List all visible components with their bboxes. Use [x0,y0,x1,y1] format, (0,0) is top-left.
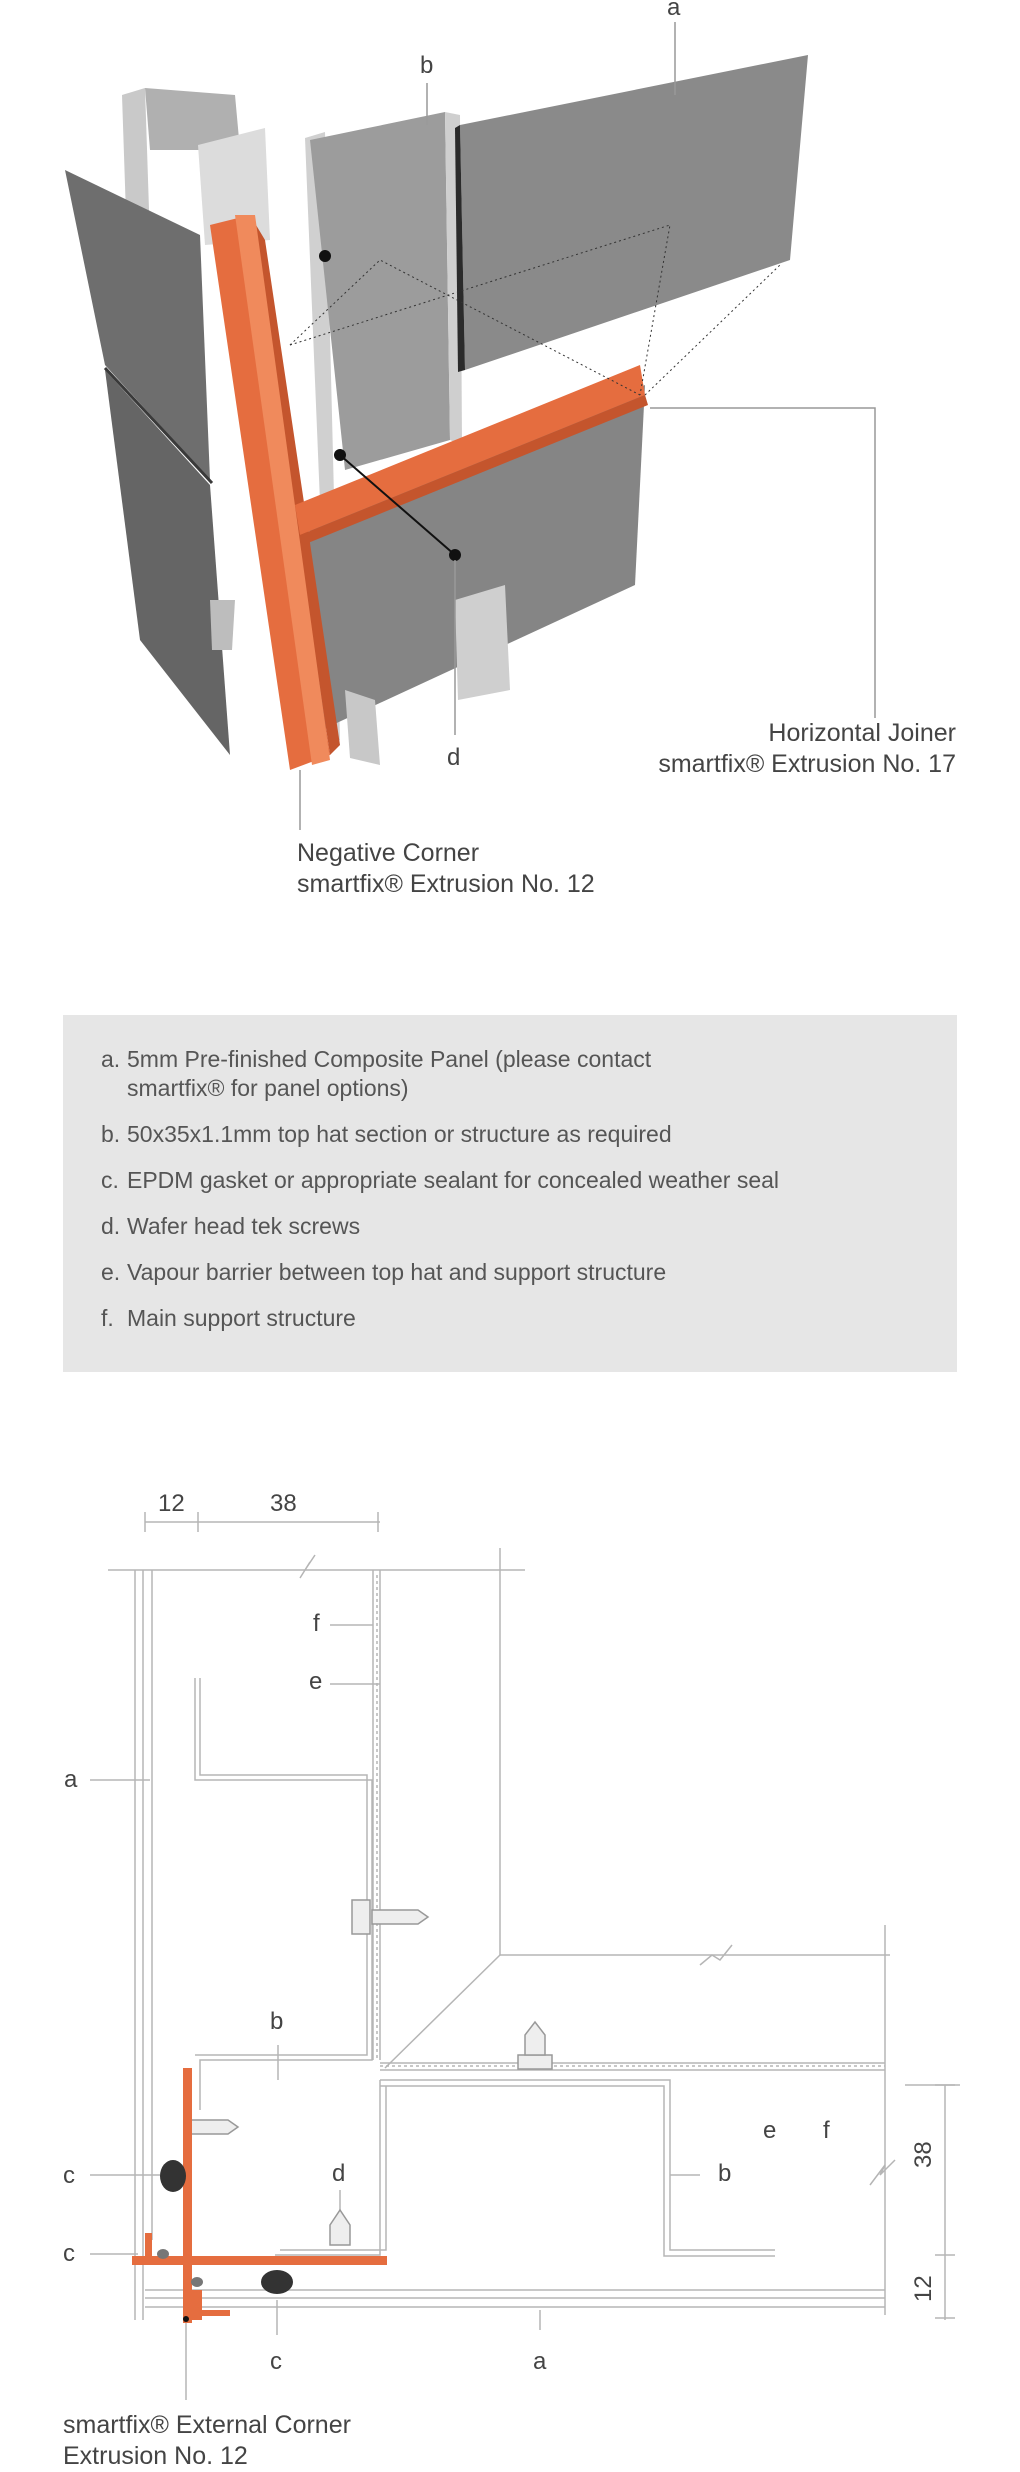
negative-corner-extrusion-no: smartfix® Extrusion No. 12 [297,870,595,898]
legend-item [101,1045,957,1103]
dim-right-12: 12 [910,2275,937,2302]
plan-label-c: c [63,2162,75,2189]
label-a-top: a [667,0,681,21]
corner-3d-diagram [0,0,1020,960]
label-d-top: d [447,744,461,771]
horizontal-joiner-title: Horizontal Joiner [768,719,956,747]
legend-item [101,1120,957,1149]
legend-key: a. [101,1046,121,1072]
legend-key: b. [101,1121,121,1147]
legend-key: d. [101,1213,121,1239]
horizontal-joiner-callout [600,718,956,780]
external-corner-caption [63,2410,463,2472]
plan-label-a: a [533,2348,547,2375]
legend-text: Main support structure [127,1305,356,1331]
plan-label-b: b [718,2160,732,2187]
legend-item [101,1166,957,1195]
external-corner-extrusion [183,2068,192,2323]
negative-corner-title: Negative Corner [297,839,480,867]
dim-top-12: 12 [158,1490,185,1517]
legend-key: e. [101,1259,121,1285]
plan-label-e: e [309,1668,323,1695]
external-corner-title: smartfix® External Corner [63,2411,351,2439]
legend-list [63,1015,957,1333]
legend-text: Wafer head tek screws [127,1213,361,1239]
legend-item [101,1304,957,1333]
dim-top-38: 38 [270,1490,297,1517]
plan-label-f: f [313,1610,320,1637]
dim-right-38: 38 [910,2141,937,2168]
legend-item [101,1212,957,1241]
legend-key: c. [101,1167,119,1193]
external-corner-plan-diagram [0,1440,1020,2470]
legend-text: 5mm Pre-finished Composite Panel (please contact smartfix® for panel options) [127,1046,652,1101]
legend-panel [63,1015,957,1372]
legend-key: f. [101,1305,114,1331]
plan-label-b: b [270,2008,284,2035]
legend-text: Vapour barrier between top hat and support structure [127,1259,667,1285]
panel-a [460,55,808,370]
plan-label-e: e [763,2117,777,2144]
external-corner-extrusion-no: Extrusion No. 12 [63,2442,248,2470]
label-b-top: b [420,52,434,79]
horizontal-joiner-extrusion-no: smartfix® Extrusion No. 17 [658,750,956,778]
legend-item [101,1258,957,1287]
legend-text: EPDM gasket or appropriate sealant for concealed weather seal [127,1167,780,1193]
plan-label-c: c [270,2348,282,2375]
negative-corner-callout [297,838,697,900]
plan-label-a: a [64,1766,78,1793]
plan-label-c: c [63,2240,75,2267]
plan-label-f: f [823,2117,830,2144]
legend-text: 50x35x1.1mm top hat section or structure as required [127,1121,672,1147]
plan-label-d: d [332,2160,346,2187]
